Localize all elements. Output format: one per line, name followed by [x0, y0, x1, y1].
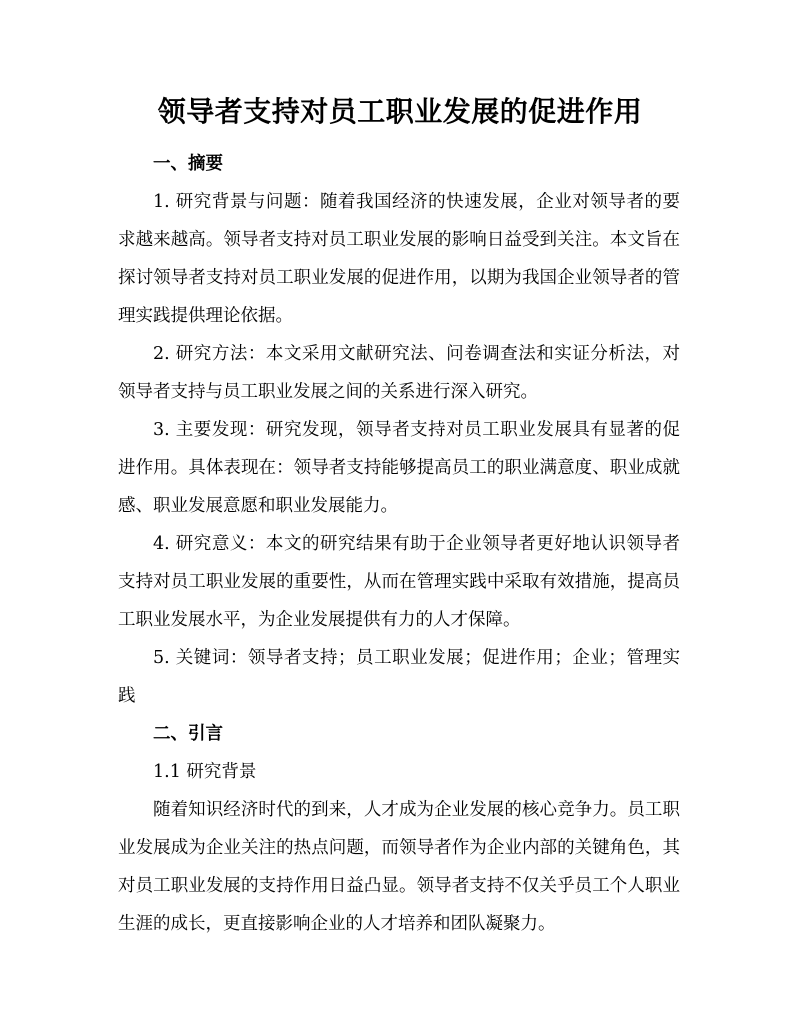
document-body: [118, 145, 680, 943]
abstract-paragraph-keywords: 5. 关键词：领导者支持；员工职业发展；促进作用；企业；管理实践: [118, 648, 680, 706]
abstract-paragraph-significance: 4. 研究意义：本文的研究结果有助于企业领导者更好地认识领导者支持对员工职业发展的重要性，从而在管理实践中采取有效措施，提高员工职业发展水平，为企业发展提供有力的人才保障。: [118, 534, 680, 630]
section-heading-abstract: 一、摘要: [153, 154, 223, 174]
abstract-paragraph-background: 1. 研究背景与问题：随着我国经济的快速发展，企业对领导者的要求越来越高。领导者支持对员工职业发展的影响日益受到关注。本文旨在探讨领导者支持对员工职业发展的促进作用，以期为我国企业领导者的管理实践提供理论依据。: [118, 192, 680, 326]
document-title: 领导者支持对员工职业发展的促进作用: [157, 95, 643, 128]
subsection-heading-background: 1.1 研究背景: [153, 762, 257, 782]
abstract-paragraph-method: 2. 研究方法：本文采用文献研究法、问卷调查法和实证分析法，对领导者支持与员工职业发展之间的关系进行深入研究。: [118, 344, 680, 402]
abstract-paragraph-findings: 3. 主要发现：研究发现，领导者支持对员工职业发展具有显著的促进作用。具体表现在：领导者支持能够提高员工的职业满意度、职业成就感、职业发展意愿和职业发展能力。: [118, 420, 680, 516]
section-heading-introduction: 二、引言: [153, 724, 223, 744]
introduction-paragraph: 随着知识经济时代的到来，人才成为企业发展的核心竞争力。员工职业发展成为企业关注的热点问题，而领导者作为企业内部的关键角色，其对员工职业发展的支持作用日益凸显。领导者支持不仅关乎员工个人职业生涯的成长，更直接影响企业的人才培养和团队凝聚力。: [118, 800, 680, 934]
